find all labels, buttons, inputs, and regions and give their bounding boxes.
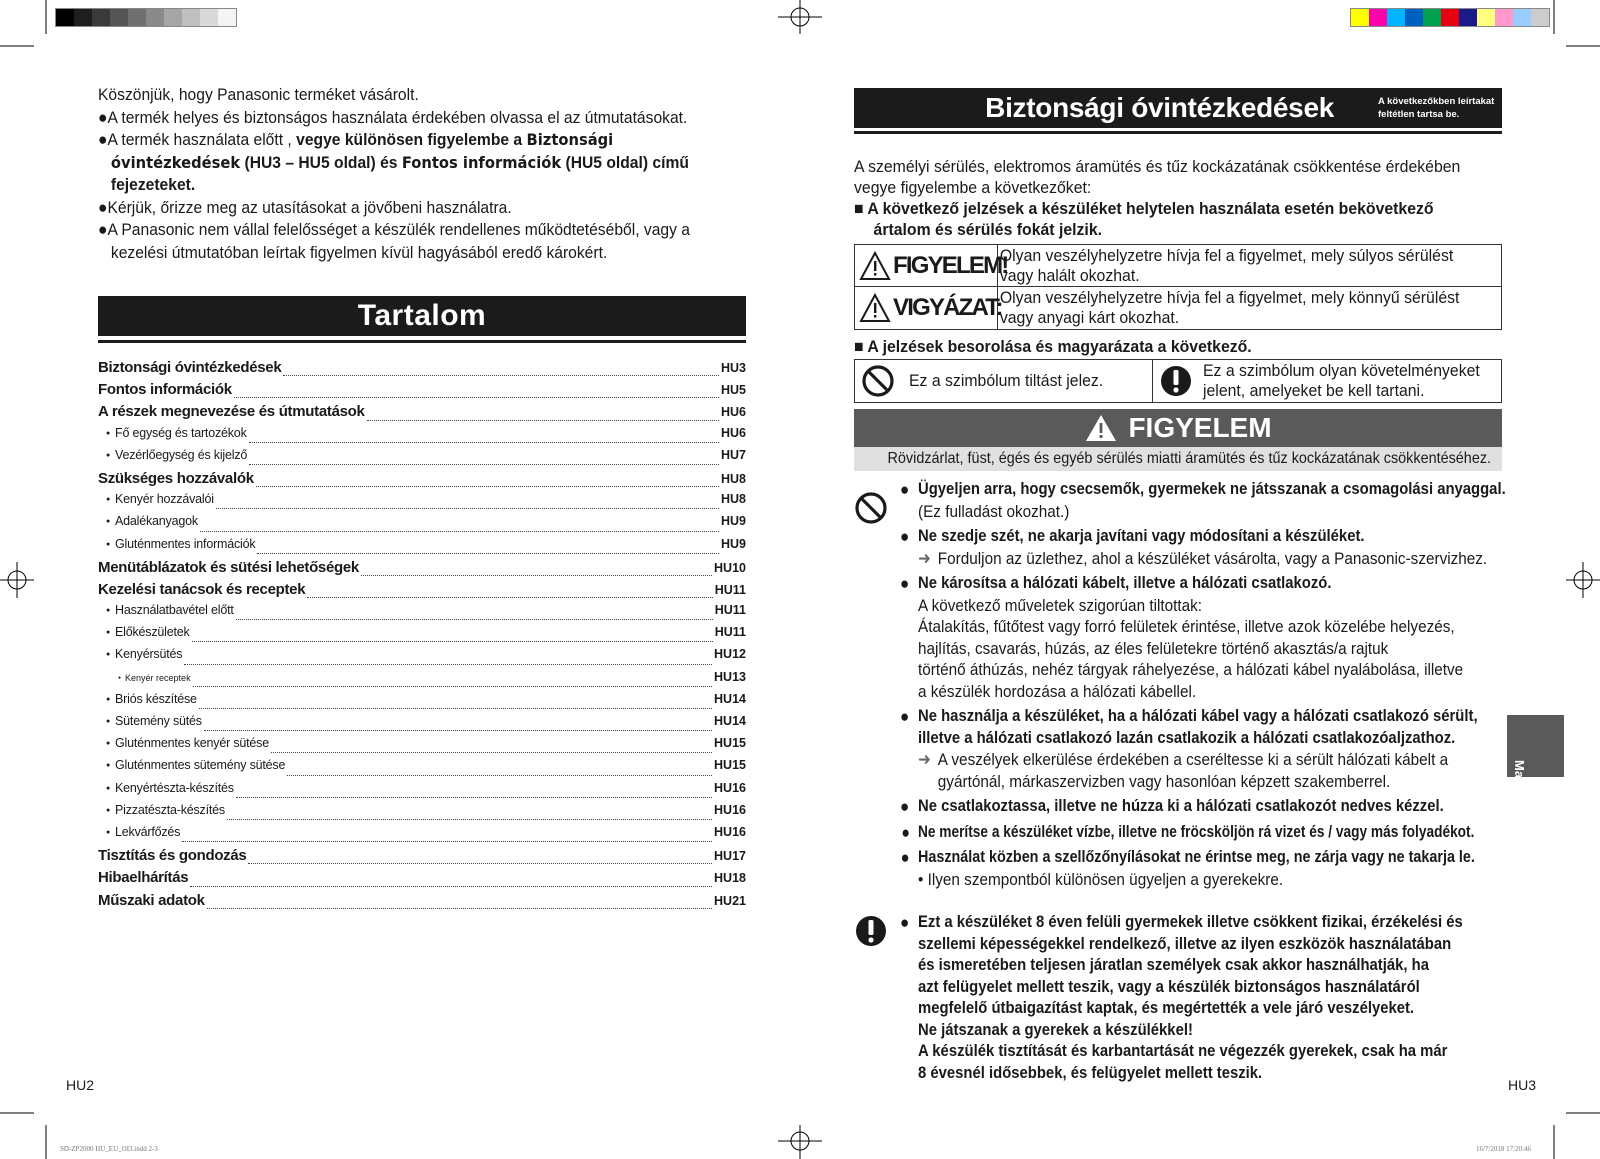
left-page xyxy=(98,84,746,909)
mandatory-block xyxy=(854,912,1502,1084)
toc-entry-label: ● Pizzatészta-készítés xyxy=(98,803,225,817)
square-heading: ■ A következő jelzések a készüléket helytelen használata esetén bekövetkező xyxy=(854,199,1434,218)
toc-entry-label: ● Kenyérsütés xyxy=(98,647,182,661)
toc-entry[interactable] xyxy=(98,758,746,780)
toc-entry[interactable] xyxy=(98,403,746,425)
intro-line: A személyi sérülés, elektromos áramütés és tűz kockázatának csökkentése érdekében xyxy=(854,157,1461,176)
toc-entry-page: HU3 xyxy=(720,361,746,375)
toc-entry-label: ● Gluténmentes sütemény sütése xyxy=(98,758,285,772)
toc-leader-dots xyxy=(234,397,719,398)
warning-item: ● Ne károsítsa a hálózati kábelt, illetve a hálózati csatlakozó. A következő műveletek szigorúan tiltottak: Átalakítás, fűtőtest vagy forró felületek érintése, illetve azok közelébe helyezés, hajlítás, csavarás, húzás, az éles felületekre történő akasztás/a rajtuk történő áthúzás, nehéz tárgyak ráhelyezése, a hálózati kábel nyalábolása, illetve a készülék hordozása a hálózati kábellel. xyxy=(854,573,1502,702)
toc-entry[interactable] xyxy=(98,625,746,647)
intro-line: vegye figyelembe a következőket: xyxy=(854,178,1092,197)
symbol-prohibit-text: Ez a szimbólum tiltást jelez. xyxy=(909,371,1104,390)
toc-entry[interactable] xyxy=(98,514,746,536)
section-title: Biztonsági óvintézkedések xyxy=(985,92,1334,123)
symbol-table xyxy=(854,359,1502,403)
toc-leader-dots xyxy=(207,908,712,909)
warning-row xyxy=(855,245,1501,287)
toc-entry-page: HU8 xyxy=(720,492,746,507)
toc-entry-label: ● Használatbavétel előtt xyxy=(98,603,234,617)
color-swatch xyxy=(92,9,110,26)
toc-entry[interactable] xyxy=(98,847,746,869)
color-swatch xyxy=(1513,9,1531,26)
toc-entry-page: HU11 xyxy=(714,625,746,640)
toc-entry-page: HU8 xyxy=(720,471,746,486)
toc-entry[interactable] xyxy=(98,692,746,714)
intro-bullet: ●A termék helyes és biztonságos használata érdekében olvassa el az útmutatásokat. xyxy=(98,107,688,127)
warning-item: ● Ne merítse a készüléket vízbe, illetve ne fröcsköljön rá vizet és / vagy más folyadékot. xyxy=(854,822,1502,844)
toc-entry[interactable] xyxy=(98,492,746,514)
toc-leader-dots xyxy=(283,375,719,376)
toc-entry-page: HU21 xyxy=(714,893,746,908)
toc-entry-page: HU16 xyxy=(714,824,746,839)
toc-entry-label: ● Előkészületek xyxy=(98,625,190,639)
toc-entry-label: ● Gluténmentes információk xyxy=(98,537,255,551)
caution-description: Olyan veszélyhelyzetre hívja fel a figyelmet, mely könnyű sérülést vagy anyagi kárt okozhat. xyxy=(999,288,1460,327)
right-page xyxy=(854,88,1506,1084)
toc-entry-page: HU17 xyxy=(714,849,746,864)
toc-entry-label: Menütáblázatok és sütési lehetőségek xyxy=(98,558,359,576)
toc-leader-dots xyxy=(190,886,712,887)
color-swatch xyxy=(1387,9,1405,26)
warning-banner-subtitle: Rövidzárlat, füst, égés és egyéb sérülés miatti áramütés és tűz kockázatának csökkentéséhez. xyxy=(854,447,1502,471)
toc-entry-page: HU14 xyxy=(714,714,746,728)
color-swatch xyxy=(1369,9,1387,26)
section-header xyxy=(854,88,1502,128)
warning-item: ● Ezt a készüléket 8 éven felüli gyermekek illetve csökkent fizikai, érzékelési és szellemi képességekkel rendelkező, illetve az ilyen eszközök használatában és ismeretében teljesen járatlan személyek csak akkor használhatják, ha azt felügyelet mellett teszik, vagy a készülék biztonságos használatáról megfelelő útbaigazítást kaptak, és megértették a vele járó veszélyeket. Ne játszanak a gyerekek a készülékkel! A készülék tisztítását és karbantartását ne végezzék gyerekek, csak ha már 8 évesnél idősebbek, és felügyelet mellett teszik. xyxy=(854,912,1502,1084)
warning-item: ● Ne használja a készüléket, ha a hálózati kábel vagy a hálózati csatlakozó sérült, illetve a hálózati csatlakozó lazán csatlakozik a hálózati csatlakozóaljzathoz. ➜ A veszélyek elkerülése érdekében a cseréltesse ki a sérült hálózati kábelt a gyártónál, márkaszervizben vagy hasonlóan képzett szakemberrel. xyxy=(854,706,1502,792)
square-heading-cont: ártalom és sérülés fokát jelzik. xyxy=(873,220,1103,239)
toc-entry-page: HU7 xyxy=(720,447,746,462)
toc-entry-page: HU6 xyxy=(720,425,746,440)
toc-entry[interactable] xyxy=(98,381,746,403)
color-swatch xyxy=(1495,9,1513,26)
color-swatch xyxy=(218,9,236,26)
toc-entry-label: ● Vezérlőegység és kijelző xyxy=(98,448,247,462)
toc-entry-page: HU15 xyxy=(714,736,746,751)
toc-leader-dots xyxy=(182,841,712,842)
toc-entry-label: Hibaelhárítás xyxy=(98,869,189,887)
toc-leader-dots xyxy=(236,797,712,798)
toc-leader-dots xyxy=(361,575,712,576)
toc-entry-label: ● Kenyér hozzávalói xyxy=(98,492,214,506)
symbol-prohibit-cell xyxy=(855,360,1153,402)
toc-entry-page: HU6 xyxy=(720,405,746,420)
toc-entry-label: ● Gluténmentes kenyér sütése xyxy=(98,736,269,750)
warning-items xyxy=(854,479,1506,1084)
intro-bullet: ●A Panasonic nem vállal felelősséget a készülék rendellenes működtetéséből, vagy a xyxy=(98,220,690,239)
toc-entry[interactable] xyxy=(98,647,746,669)
toc-title-rule xyxy=(98,340,746,343)
toc-entry-page: HU15 xyxy=(714,758,746,773)
arrow-icon: ➜ xyxy=(918,548,931,568)
toc-entry[interactable] xyxy=(98,714,746,736)
toc-entry-label: ● Lekvárfőzés xyxy=(98,825,180,839)
color-swatch xyxy=(182,9,200,26)
toc-entry-label: ● Sütemény sütés xyxy=(98,714,202,728)
color-swatch xyxy=(164,9,182,26)
toc-entry-page: HU14 xyxy=(714,691,746,706)
toc-leader-dots xyxy=(192,641,713,642)
toc-entry-label: ● Adalékanyagok xyxy=(98,514,198,528)
intro-text xyxy=(98,84,738,264)
toc-leader-dots xyxy=(199,708,712,709)
toc-entry[interactable] xyxy=(98,736,746,758)
table-of-contents xyxy=(98,359,746,914)
caution-row xyxy=(855,287,1501,329)
arrow-icon: ➜ xyxy=(918,750,931,769)
toc-entry-page: HU9 xyxy=(720,536,746,551)
toc-entry-label: Fontos információk xyxy=(98,381,232,399)
file-slug: SD-ZP2000 HU_EU_OI3.indd 2-3 xyxy=(60,1145,158,1153)
color-swatch xyxy=(1405,9,1423,26)
intro-bullet-cont: kezelési útmutatóban leírtak figyelmen kívül hagyásából eredő károkért. xyxy=(110,242,608,262)
color-swatch xyxy=(128,9,146,26)
toc-title: Tartalom xyxy=(98,296,746,336)
toc-leader-dots xyxy=(216,508,719,509)
warning-triangle-icon xyxy=(1084,413,1118,443)
square-heading: ■ A jelzések besorolása és magyarázata a következő. xyxy=(854,337,1252,356)
heading-cont: illetve a hálózati csatlakozó lazán csatlakozik a hálózati csatlakozóaljzathoz. xyxy=(918,728,1456,747)
intro-bullet-cont: óvintézkedések (HU3 – HU5 oldal) és Fontos információk (HU5 oldal) című xyxy=(110,152,689,172)
toc-entry-label: Szükséges hozzávalók xyxy=(98,469,254,487)
toc-entry[interactable] xyxy=(98,825,746,847)
toc-entry[interactable] xyxy=(98,426,746,448)
toc-entry-page: HU10 xyxy=(714,560,746,575)
toc-entry[interactable] xyxy=(98,470,746,492)
toc-leader-dots xyxy=(227,819,712,820)
symbol-mandatory-cell xyxy=(1153,360,1501,402)
toc-entry[interactable] xyxy=(98,448,746,470)
section-rule xyxy=(854,131,1502,134)
toc-entry-label: ● Fő egység és tartozékok xyxy=(98,426,247,440)
toc-entry-label: Biztonsági óvintézkedések xyxy=(98,359,282,376)
toc-entry[interactable] xyxy=(98,781,746,803)
toc-entry-label: Tisztítás és gondozás xyxy=(98,847,247,865)
color-swatch xyxy=(1459,9,1477,26)
warning-triangle-icon xyxy=(859,293,891,323)
color-swatch xyxy=(1351,9,1369,26)
toc-entry-page: HU16 xyxy=(714,802,746,817)
toc-entry[interactable] xyxy=(98,581,746,603)
color-swatch xyxy=(74,9,92,26)
toc-entry-page: HU16 xyxy=(714,780,746,795)
toc-leader-dots xyxy=(287,775,712,776)
process-color-bar xyxy=(1350,8,1550,27)
color-swatch xyxy=(110,9,128,26)
toc-entry-label: Kezelési tanácsok és receptek xyxy=(98,580,306,598)
toc-leader-dots xyxy=(248,863,712,864)
warning-levels-table xyxy=(854,244,1502,330)
section-subtitle: A következőkben leírtakat feltétlen tartsa be. xyxy=(1378,96,1495,120)
color-swatch xyxy=(1477,9,1495,26)
gray-color-bar xyxy=(55,8,237,27)
toc-entry-label: ● Kenyértészta-készítés xyxy=(98,781,234,795)
color-swatch xyxy=(146,9,164,26)
toc-leader-dots xyxy=(307,597,712,598)
warning-term: FIGYELEM! xyxy=(855,245,998,286)
date-slug: 16/7/2018 17:20:46 xyxy=(1476,1145,1532,1153)
toc-entry[interactable] xyxy=(98,559,746,581)
color-swatch xyxy=(1441,9,1459,26)
warning-item: ● Használat közben a szellőzőnyílásokat ne érintse meg, ne zárja vagy ne takarja le. • Ilyen szempontból különösen ügyeljen a gyerekekre. xyxy=(854,847,1502,890)
toc-entry[interactable] xyxy=(98,869,746,891)
warning-triangle-icon xyxy=(859,251,891,281)
language-tab: Magyar xyxy=(1507,715,1564,777)
warning-item: ● Ne szedje szét, ne akarja javítani vagy módosítani a készüléket. ➜ Forduljon az üzlethez, ahol a készüléket vásárolta, vagy a Panasonic-szervizhez. xyxy=(854,526,1502,569)
toc-leader-dots xyxy=(257,553,719,554)
caution-term: VIGYÁZAT: xyxy=(855,287,998,329)
toc-leader-dots xyxy=(236,619,713,620)
warning-item: ● Ne csatlakoztassa, illetve ne húzza ki a hálózati csatlakozót nedves kézzel. xyxy=(854,796,1502,818)
toc-leader-dots xyxy=(193,686,712,687)
toc-leader-dots xyxy=(200,531,719,532)
toc-entry-page: HU9 xyxy=(720,514,746,529)
toc-entry-page: HU5 xyxy=(720,383,746,398)
symbol-mandatory-text: Ez a szimbólum olyan követelményeket jelent, amelyeket be kell tartani. xyxy=(1203,361,1481,400)
toc-entry[interactable] xyxy=(98,537,746,559)
color-swatch xyxy=(1531,9,1549,26)
toc-leader-dots xyxy=(256,486,719,487)
intro-bullet: ●Kérjük, őrizze meg az utasításokat a jövőbeni használatra. xyxy=(98,197,512,217)
color-swatch xyxy=(200,9,218,26)
warning-item: ● Ügyeljen arra, hogy csecsemők, gyermekek ne játsszanak a csomagolási anyaggal. (Ez fulladást okozhat.) xyxy=(854,479,1502,522)
warning-banner: FIGYELEM xyxy=(854,409,1502,447)
prohibit-icon xyxy=(861,364,895,398)
toc-entry-page: HU11 xyxy=(714,603,746,618)
color-swatch xyxy=(1423,9,1441,26)
mandatory-icon xyxy=(1159,364,1193,398)
toc-entry-page: HU18 xyxy=(714,871,746,886)
toc-entry-page: HU13 xyxy=(714,669,746,684)
toc-entry-label: Műszaki adatok xyxy=(98,891,205,909)
intro-thanks: Köszönjük, hogy Panasonic terméket vásárolt. xyxy=(98,85,419,104)
toc-entry-label: ● Briós készítése xyxy=(98,692,197,706)
toc-entry-page: HU12 xyxy=(714,647,746,662)
toc-entry[interactable] xyxy=(98,803,746,825)
warning-description: Olyan veszélyhelyzetre hívja fel a figyelmet, mely súlyos sérülést vagy halált okozhat. xyxy=(999,246,1454,285)
toc-entry[interactable] xyxy=(98,670,746,692)
toc-leader-dots xyxy=(184,664,712,665)
page-number-right: HU3 xyxy=(1508,1077,1537,1093)
toc-entry-page: HU11 xyxy=(714,582,746,597)
toc-leader-dots xyxy=(204,730,712,731)
intro-bullet: ●A termék használata előtt , vegye különösen figyelembe a Biztonsági xyxy=(98,130,614,149)
toc-entry[interactable] xyxy=(98,603,746,625)
toc-leader-dots xyxy=(249,442,719,443)
toc-entry-label: A részek megnevezése és útmutatások xyxy=(98,403,365,421)
toc-entry[interactable] xyxy=(98,359,746,381)
toc-entry[interactable] xyxy=(98,892,746,914)
color-swatch xyxy=(56,9,74,26)
toc-leader-dots xyxy=(271,752,712,753)
intro-bullet-cont: fejezeteket. xyxy=(110,175,196,194)
toc-leader-dots xyxy=(249,464,719,465)
toc-leader-dots xyxy=(367,420,719,421)
toc-entry-label: ● Kenyér receptek xyxy=(98,673,191,683)
page-number-left: HU2 xyxy=(66,1077,95,1093)
